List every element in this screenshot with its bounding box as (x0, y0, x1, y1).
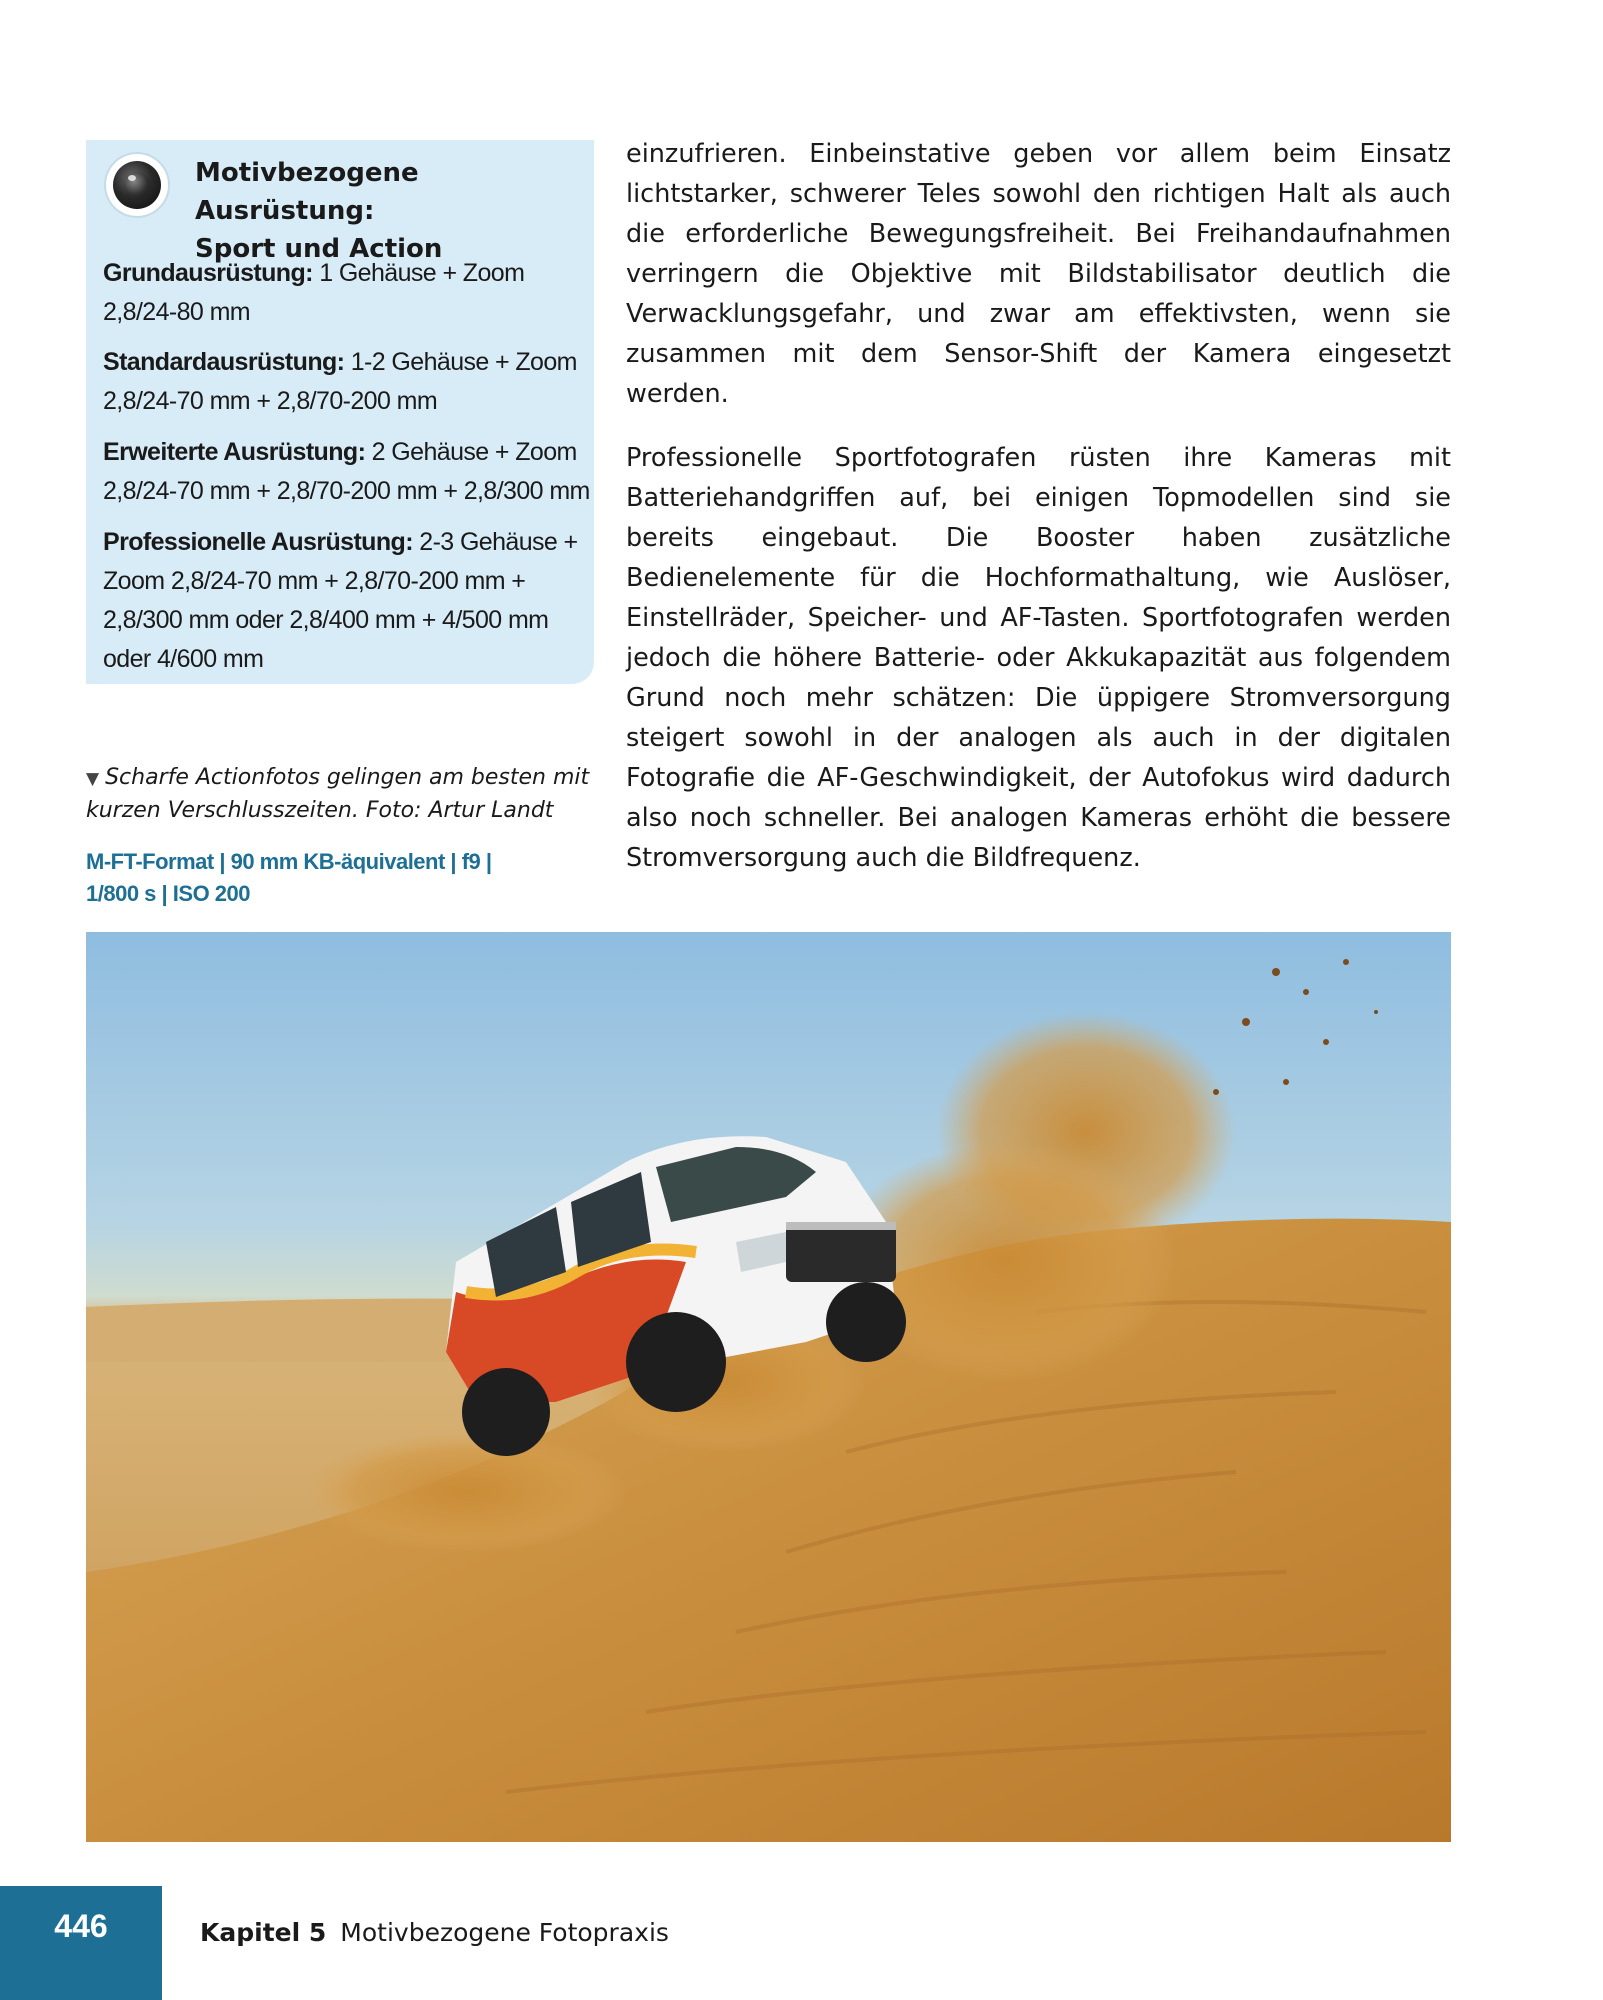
photo-exif-info: M-FT-Format | 90 mm KB-äquivalent | f9 | 1/800 s | ISO 200 (86, 849, 492, 906)
photo-caption: ▼ Scharfe Actionfotos gelingen am besten mit kurzen Verschlusszeiten. Foto: Artur Landt (86, 765, 590, 823)
equipment-entry-extended: Erweiterte Ausrüstung: 2 Gehäuse + Zoom 2,8/24-70 mm + 2,8/70-200 mm + 2,8/300 mm (103, 438, 590, 505)
page-number: 446 (54, 1908, 108, 1944)
chapter-title: Motivbezogene Fotopraxis (340, 1918, 669, 1947)
photo-illustration (86, 932, 1451, 1842)
chapter-footer (200, 1918, 669, 1947)
camera-lens-icon (106, 154, 168, 216)
equipment-entry-professional: Professionelle Ausrüstung: 2-3 Gehäuse + Zoom 2,8/24-70 mm + 2,8/70-200 mm + 2,8/300 mm oder 2,8/400 mm + 4/500 mm oder 4/600 mm (103, 528, 578, 673)
desert-suv-photo (86, 932, 1451, 1842)
body-paragraph-1: einzufrieren. Einbeinstative geben vor allem beim Einsatz lichtstarker, schwerer Teles sowohl den richtigen Halt als auch die erforderliche Bewegungsfreiheit. Bei Freihandaufnahmen verringern die Objektive mit Bildstabilisator deutlich die Verwacklungsgefahr, und zwar am effektivsten, wenn sie zusammen mit dem Sensor-Shift der Kamera eingesetzt werden. (626, 139, 1451, 409)
chapter-label: Kapitel 5 (200, 1918, 327, 1947)
equipment-entry-standard: Standardausrüstung: 1-2 Gehäuse + Zoom 2,8/24-70 mm + 2,8/70-200 mm (103, 348, 577, 415)
caption-marker-icon: ▼ (86, 769, 100, 789)
equipment-entry-basic: Grundausrüstung: 1 Gehäuse + Zoom 2,8/24-80 mm (103, 259, 525, 326)
infobox-title: Motivbezogene Ausrüstung: Sport und Action (195, 158, 443, 264)
body-paragraph-2: Professionelle Sportfotografen rüsten ihre Kameras mit Batteriehandgriffen auf, bei einigen Topmodellen sind sie bereits eingebaut. Die Booster haben zusätzliche Bedienelemente für die Hochformathaltung, wie Auslöser, Einstellräder, Speicher- und AF-Tasten. Sportfotografen werden jedoch die höhere Batterie- oder Akkukapazität aus folgendem Grund noch mehr schätzen: Die üppigere Stromversorgung steigert sowohl in der analogen als auch in der digitalen Fotografie die AF-Geschwindigkeit, der Autofokus wird dadurch also noch schneller. Bei analogen Kameras erhöht die bessere Stromversorgung auch die Bildfrequenz. (626, 443, 1451, 873)
